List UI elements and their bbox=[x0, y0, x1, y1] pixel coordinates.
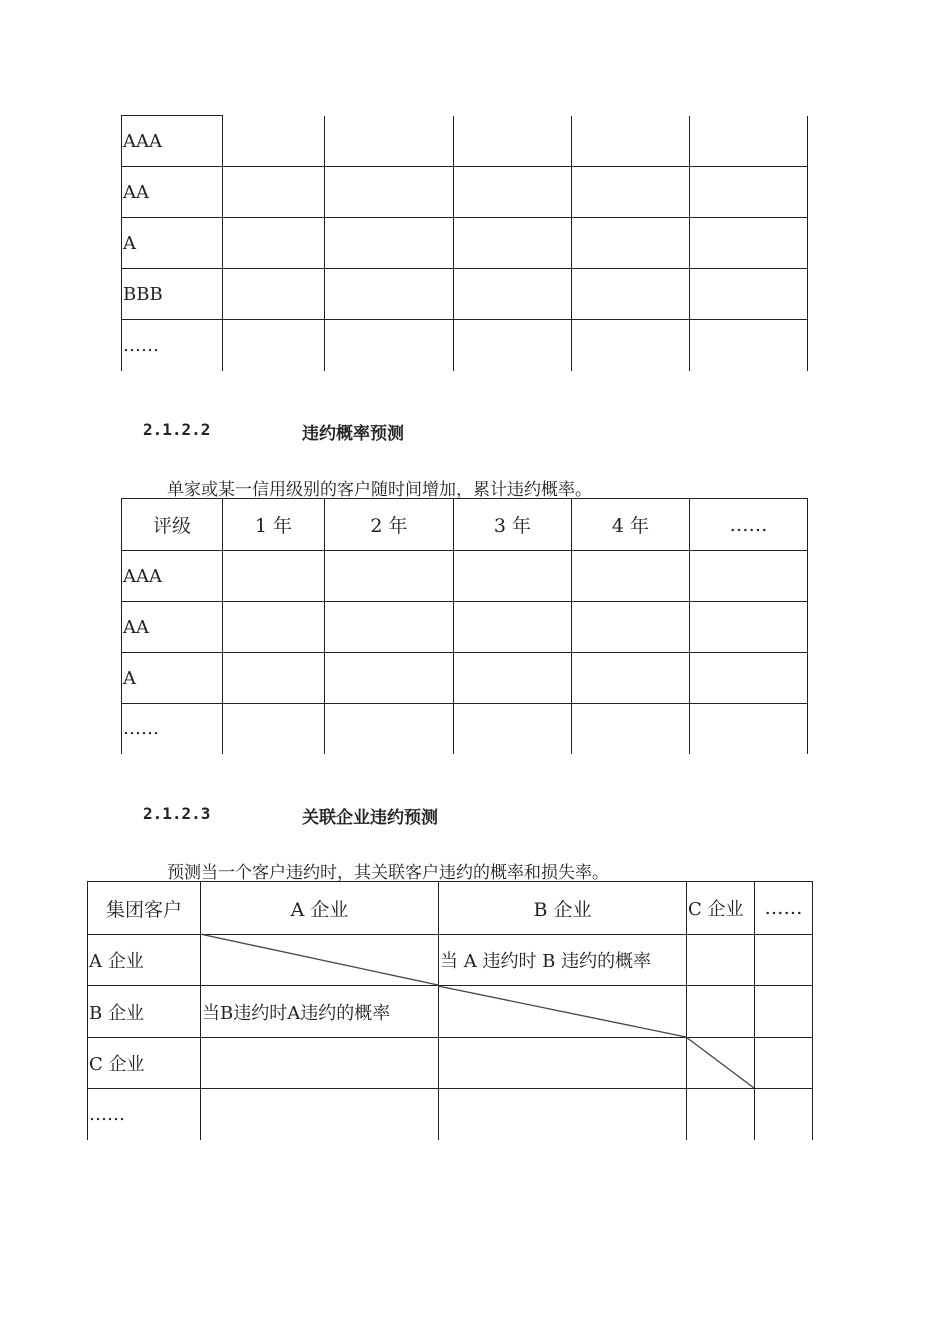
row-label: AA bbox=[122, 602, 223, 653]
row-label: …… bbox=[88, 1089, 201, 1140]
column-header: 4 年 bbox=[572, 499, 690, 551]
table-row bbox=[122, 218, 808, 269]
column-header: 2 年 bbox=[325, 499, 454, 551]
column-header: C 企业 bbox=[687, 882, 755, 935]
table-row bbox=[122, 320, 808, 371]
table-row bbox=[88, 986, 813, 1038]
rating-table-continued bbox=[121, 115, 808, 371]
section-description: 单家或某一信用级别的客户随时间增加，累计违约概率。 bbox=[167, 480, 592, 500]
table-row bbox=[122, 167, 808, 218]
table-header-row bbox=[122, 499, 808, 551]
row-label: BBB bbox=[122, 269, 223, 320]
row-label: C 企业 bbox=[88, 1038, 201, 1089]
section-number: 2.1.2.2 bbox=[143, 420, 211, 439]
column-header: A 企业 bbox=[201, 882, 439, 935]
table-row bbox=[122, 551, 808, 602]
row-label: A bbox=[122, 653, 223, 704]
table-row bbox=[122, 116, 808, 167]
default-probability-table bbox=[121, 498, 808, 754]
table-row bbox=[122, 602, 808, 653]
table-row bbox=[122, 704, 808, 754]
table-row bbox=[88, 1089, 813, 1140]
table-row bbox=[88, 1038, 813, 1089]
cell-a-to-b: 当 A 违约时 B 违约的概率 bbox=[439, 935, 687, 986]
table-row bbox=[122, 269, 808, 320]
row-label: …… bbox=[122, 320, 223, 371]
row-label: A 企业 bbox=[88, 935, 201, 986]
row-label: A bbox=[122, 218, 223, 269]
related-default-matrix bbox=[87, 881, 813, 1140]
section-description: 预测当一个客户违约时，其关联客户违约的概率和损失率。 bbox=[167, 863, 609, 883]
section-title: 关联企业违约预测 bbox=[302, 808, 438, 828]
column-header: 评级 bbox=[122, 499, 223, 551]
row-label: B 企业 bbox=[88, 986, 201, 1038]
section-number: 2.1.2.3 bbox=[143, 804, 211, 823]
column-header: 1 年 bbox=[223, 499, 325, 551]
column-header: 集团客户 bbox=[88, 882, 201, 935]
cell-b-to-a: 当B违约时A违约的概率 bbox=[201, 986, 439, 1038]
row-label: …… bbox=[122, 704, 223, 754]
column-header: …… bbox=[690, 499, 808, 551]
table-header-row bbox=[88, 882, 813, 935]
table-row bbox=[88, 935, 813, 986]
column-header: B 企业 bbox=[439, 882, 687, 935]
table-row bbox=[122, 653, 808, 704]
row-label: AAA bbox=[122, 116, 223, 167]
section-title: 违约概率预测 bbox=[302, 424, 404, 444]
column-header: …… bbox=[755, 882, 813, 935]
column-header: 3 年 bbox=[454, 499, 572, 551]
row-label: AAA bbox=[122, 551, 223, 602]
row-label: AA bbox=[122, 167, 223, 218]
